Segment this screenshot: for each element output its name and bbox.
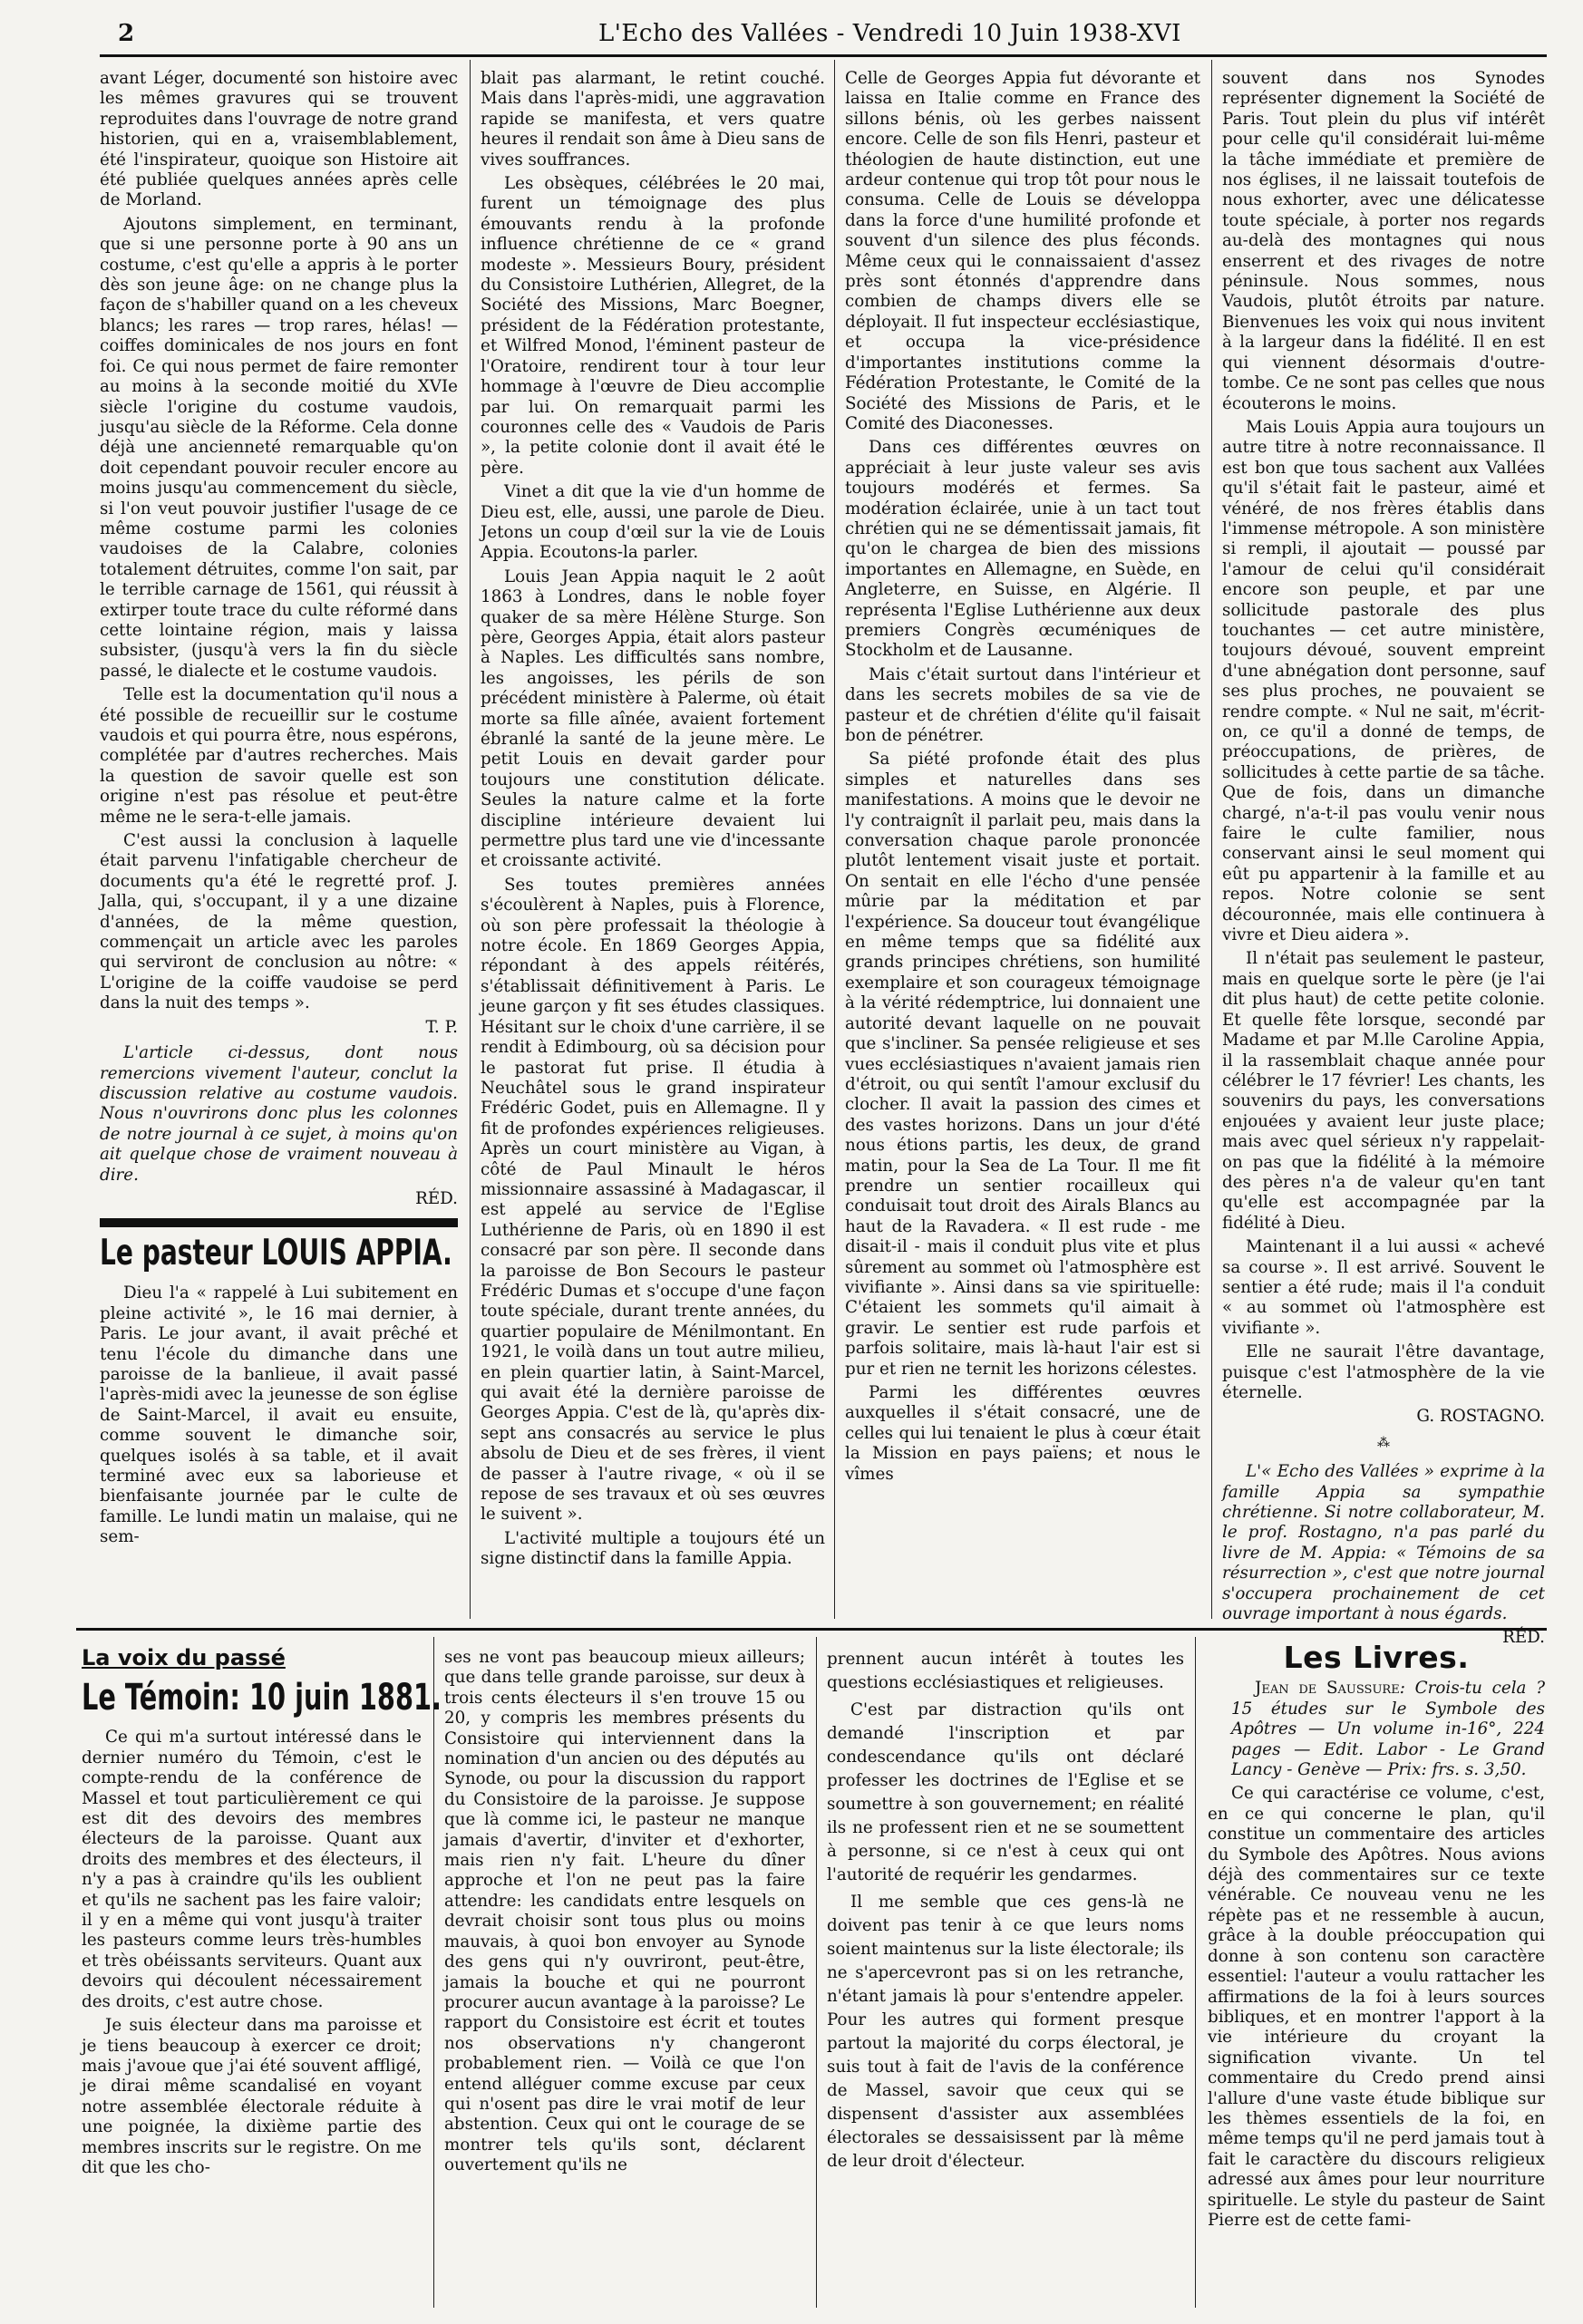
paragraph: prennent aucun intérêt à toutes les questions ecclésiastiques et religieuses.: [827, 1650, 1184, 1692]
paragraph: C'est par distraction qu'ils ont demandé l'inscription et par condescendance qu'ils ont déclaré professer les doctrines de l'Eglise et se soumettre à son gouvernement; en réalité ils ne professent rien et ne se soumettent à personne, si ce n'est à ceux qui ont l'autorité de requérir les gendarmes.: [827, 1700, 1184, 1884]
article-title: Le Témoin: 10 juin 1881.: [82, 1677, 442, 1719]
book-reference: [1208, 1679, 1545, 1780]
signature: T. P.: [425, 1017, 458, 1037]
paragraph: Il me semble que ces gens-là ne doivent pas tenir à ce que leurs noms soient maintenus sur la liste électorale; ils ne s'apercevront pas si on les retranche, n'étant jamais là pour s'entendre appeler. Pour les autres qui forment presque partout la majorité du corps électoral, je suis tout à fait de l'avis de la conférence de Massel, savoir que ceux qui se dispensent d'assister aux assemblées électorales se dessaisissent par là même de leur droit d'électeur.: [827, 1893, 1184, 2171]
bottom-column-1: [82, 1645, 442, 2309]
paragraph: Mais c'était surtout dans l'intérieur et dans les secrets mobiles de sa vie de pasteur et de chrétien d'élite qu'il faisait bon de pénétrer.: [845, 664, 1200, 745]
bottom-column-3: [827, 1648, 1184, 2309]
bottom-column-4: [1208, 1640, 1545, 2309]
note-signature: RÉD.: [1502, 1628, 1545, 1648]
paragraph: Maintenant il a lui aussi « achevé sa course ». Il est arrivé. Souvent le sentier a été rude; mais il l'a conduit « au sommet où l'atmosphère est vivifiante ».: [1222, 1237, 1545, 1338]
paragraph: souvent dans nos Synodes représenter dignement la Société de Paris. Tout plein du plus vif intérêt pour celle qu'il considérait lui-même la tâche immédiate et première de nos églises, il ne laissait toutefois de nous exhorter, avec une délicatesse toute spéciale, à porter nos regards au-delà des montagnes qui nous enserrent et des rivages de notre péninsule. Nous sommes, nous Vaudois, plutôt étroits par nature. Bienvenues les voix qui nous invitent à la largeur dans la fidélité. Il en est qui viennent désormais d'outre-tombe. Ce ne sont pas celles que nous écouterons le moins.: [1222, 69, 1545, 413]
asterism: ⁂: [1377, 1435, 1390, 1450]
separator-bar: [100, 1218, 458, 1227]
paragraph: Les obsèques, célébrées le 20 mai, furent un témoignage des plus émouvants rendu à la profonde influence chrétienne de ce « grand modeste ». Messieurs Boury, président du Consistoire Luthérien, Allegret, de la Société des Missions, Marc Boegner, président de la Fédération protestante, et Wilfred Monod, l'éminent pasteur de l'Oratoire, rendirent tour à tour leur hommage à l'œuvre de Dieu accomplie par lui. On remarquait parmi les couronnes celle des « Vaudois de Paris », la petite colonie dont il avait été le père.: [481, 174, 825, 478]
paragraph: Celle de Georges Appia fut dévorante et laissa en Italie comme en France des sillons bénis, où les gerbes naissent encore. Celle de son fils Henri, pasteur et théologien de haute distinction, eut une ardeur contenue qui trop tôt pour nous le consuma. Celle de Louis se développa dans la force d'une humilité profonde et souvent d'un silence des plus féconds. Même ceux qui le connaissaient d'assez près sont étonnés d'apprendre dans combien de champs divers elle se déployait. Il fut inspecteur ecclésiastique, et occupa la vice-présidence d'importantes institutions comme la Fédération Protestante, le Comité de la Société des Missions de Paris, et le Comité des Diaconesses.: [845, 69, 1200, 433]
page-number: 2: [118, 20, 135, 47]
column-rule: [470, 60, 471, 1619]
paragraph: Sa piété profonde était des plus simples et naturelles dans ses manifestations. A moins que le devoir ne l'y contraignît il parlait peu, mais dans la conversation chaque parole prononcée plutôt lentement visait juste et portait. On sentait en elle l'écho d'une pensée mûrie par la méditation et par l'expérience. Sa douceur tout évangélique en même temps que sa fidélité aux grands principes chrétiens, son humilité exemplaire et son courageux témoignage à la vérité rédemptrice, lui donnaient une autorité devant laquelle on ne pouvait que s'incliner. Sa pensée religieuse et ses vues ecclésiastiques n'avaient jamais rien d'étroit, ou qui sentît l'amour exclusif du clocher. Il avait la passion des cimes et des vastes horizons. Dans un jour d'été nous étions partis, les deux, de grand matin, pour la Sea de La Tour. Il me fit prendre un sentier rocailleux qui conduisait tout droit des Airals Blancs au haut de la Ravadera. « Il est rude - me disait-il - mais il conduit plus vite et plus sûrement au sommet où l'atmosphère est vivifiante ». Ainsi dans sa vie spirituelle: C'étaient les sommets qu'il aimait à gravir. Le sentier est rude parfois et parfois solitaire, mais là-haut l'air est si pur et rien ne ternit les horizons célestes.: [845, 750, 1200, 1379]
paragraph: Vinet a dit que la vie d'un homme de Dieu est, elle, aussi, une parole de Dieu. Jetons un coup d'œil sur la vie de Louis Appia. Ecoutons-la parler.: [481, 482, 825, 563]
article-title: Le pasteur LOUIS APPIA.: [100, 1233, 452, 1274]
bottom-column-2: [444, 1648, 805, 2309]
paragraph: ses ne vont pas beaucoup mieux ailleurs; que dans telle grande paroisse, sur deux à trois cents électeurs il s'en trouve 15 ou 20, y compris les membres présents du Consistoire qui interviennent dans la nomination d'un ancien ou des députés au Synode, ou pour la discussion du rapport du Consistoire de la paroisse. Je suppose que là comme ici, le pasteur ne manque jamais d'avertir, d'inviter et d'exhorter, mais rien n'y fait. L'heure du dîner approche et l'on ne peut pas la faire attendre: les candidats entre lesquels on devrait choisir sont tous plus ou moins mauvais, à quoi bon envoyer au Synode des gens qui n'y ouvriront, peut-être, jamais la bouche et qui ne pourront procurer aucun avantage à la paroisse? Le rapport du Consistoire est écrit et toutes nos observations n'y changeront probablement rien. — Voilà ce que l'on entend alléguer comme excuse par ceux qui n'osent pas dire le vrai motif de leur abstention. Ceux qui ont le courage de se montrer tels qu'ils sont, déclarent ouvertement qu'ils ne: [444, 1648, 805, 2175]
column-rule: [1211, 60, 1212, 1619]
column-1: [100, 69, 458, 1610]
signature: G. ROSTAGNO.: [1416, 1407, 1545, 1427]
column-rule: [433, 1637, 434, 2308]
paragraph: blait pas alarmant, le retint couché. Mais dans l'après-midi, une aggravation rapide se manifesta, et vers quatre heures il rendait son âme à Dieu sans de vives souffrances.: [481, 69, 825, 169]
masthead: L'Echo des Vallées - Vendredi 10 Juin 1938-XVI: [598, 20, 1181, 47]
paragraph: Mais Louis Appia aura toujours un autre titre à notre reconnaissance. Il est bon que tous sachent aux Vallées qu'il s'était fait le pasteur, aimé et vénéré, de nos frères établis dans l'immense métropole. A son ministère si rempli, il ajoutait — poussé par l'amour de celui qu'il considérait encore son peuple, et par une sollicitude pastorale des plus touchantes — cet autre ministère, toujours dévoué, souvent empreint d'une abnégation dont personne, sauf ses plus proches, ne pouvaient se rendre compte. « Nul ne sait, m'écrit-on, ce qu'il a donné de temps, de préoccupations, de prières, de sollicitudes à cette partie de sa tâche. Que de fois, dans un dimanche chargé, n'a-t-il pas voulu venir nous faire le culte familier, nous conservant ainsi le seul moment qui eût pu appartenir à la famille et au repos. Notre colonie se sent découronnée, mais elle continuera à vivre et Dieu aidera ».: [1222, 417, 1545, 945]
column-4: [1222, 69, 1545, 1648]
book-details: : Crois-tu cela ? 15 études sur le Symbole des Apôtres — Un volume in-16°, 224 pages — Edit. Labor - Le Grand Lancy - Genève — Prix: frs. s. 3,50.: [1231, 1679, 1545, 1780]
editorial-note: L'« Echo des Vallées » exprime à la famille Appia sa sympathie chrétienne. Si notre collaborateur, M. le prof. Rostagno, n'a pas parlé du livre de M. Appia: « Témoins de sa résurrection », c'est que notre journal s'occupera prochainement de cet ouvrage important à nous égards.: [1222, 1462, 1545, 1624]
section-heading: Les Livres.: [1283, 1640, 1470, 1675]
section-rule: [76, 1628, 1547, 1631]
column-rule: [1195, 1637, 1196, 2308]
paragraph: C'est aussi la conclusion à laquelle était parvenu l'infatigable chercheur de documents qu'a été le regretté prof. J. Jalla, qui, s'occupant, il y a une dizaine d'années, de la même question, commençait un article avec les paroles qui serviront de conclusion au nôtre: « L'origine de la coiffe vaudoise se perd dans la nuit des temps ».: [100, 831, 458, 1013]
paragraph: Ajoutons simplement, en terminant, que si une personne porte à 90 ans un costume, c'est qu'elle a appris à le porter dès son jeune âge: on ne change plus la façon de s'habiller quand on a les cheveux blancs; les rares — trop rares, hélas! — coiffes dominicales de nos jours en font foi. Ce qui nous permet de faire remonter au moins à la seconde moitié du XVIe siècle l'origine du costume vaudois, jusqu'au siècle de la Réforme. Cela donne déjà une ancienneté remarquable qu'on doit cependant pouvoir reculer encore au moins jusqu'au commencement du siècle, si l'on veut pouvoir justifier l'usage de ce même costume parmi les colonies vaudoises de la Calabre, colonies totalement détruites, comme l'on sait, par le terrible carnage de 1561, qui réussit à extirper toute trace du culte réformé dans cette lointaine région, mais y laissa subsister, (jusqu'à vers la fin du siècle passé, le dialecte et le costume vaudois.: [100, 214, 458, 681]
paragraph: L'activité multiple a toujours été un signe distinctif dans la famille Appia.: [481, 1528, 825, 1569]
paragraph: Telle est la documentation qu'il nous a été possible de recueillir sur le costume vaudois et qui pourra être, nous espérons, complétée par d'autres recherches. Mais la question de savoir quelle est son origine n'est pas résolue et peut-être même ne le sera-t-elle jamais.: [100, 685, 458, 827]
paragraph: Louis Jean Appia naquit le 2 août 1863 à Londres, dans le noble foyer quaker de sa mère Hélène Sturge. Son père, Georges Appia, était alors pasteur à Naples. Les difficultés sans nombre, les angoisses, les périls de son précédent ministère à Palerme, où était morte sa fille aînée, avaient fortement ébranlé la santé de la jeune mère. Le petit Louis en devait garder pour toujours une constitution délicate. Seules la nature calme et la forte discipline intérieure devaient lui permettre plus tard une vie d'incessante et croissante activité.: [481, 566, 825, 871]
paragraph: Elle ne saurait l'être davantage, puisque c'est l'atmosphère de la vie éternelle.: [1222, 1342, 1545, 1402]
paragraph: Ce qui caractérise ce volume, c'est, en ce qui concerne le plan, qu'il constitue un commentaire des articles du Symbole des Apôtres. Nous avions déjà des commentaires sur ce texte vénérable. Ce nouveau venu ne les répète pas et ne ressemble à aucun, grâce à la double préoccupation qui donne à son contenu son caractère essentiel: l'auteur a voulu rattacher les affirmations de la foi à leurs sources bibliques, et en montrer l'apport à la vie intérieure du croyant la signification vivante. Un tel commentaire du Credo prend ainsi l'allure d'une vaste étude biblique sur les thèmes essentiels de la foi, en même temps qu'il ne perd jamais tout à fait le caractère du discours religieux adressé aux âmes pour leur nourriture spirituelle. Le style du pasteur de Saint Pierre est de cette fami-: [1208, 1784, 1545, 2230]
paragraph: Dans ces différentes œuvres on appréciait à leur juste valeur ses avis toujours modérés et fermes. Sa modération éclairée, unie à un tact tout chrétien qui ne se démentissait jamais, fit qu'on le chargea de bien des missions importantes en Allemagne, en Suède, en Angleterre, en Suisse, en Algérie. Il représenta l'Eglise Luthérienne aux deux premiers Congrès œcuméniques de Stockholm et de Lausanne.: [845, 438, 1200, 661]
editorial-note: L'article ci-dessus, dont nous remercions vivement l'auteur, conclut la discussion relative au costume vaudois. Nous n'ouvrirons donc plus les colonnes de notre journal à ce sujet, à moins qu'on ait quelque chose de vraiment nouveau à dire.: [100, 1043, 458, 1185]
note-signature: RÉD.: [415, 1188, 458, 1208]
page-header: [118, 20, 1532, 53]
header-rule: [100, 54, 1547, 57]
column-3: [845, 69, 1200, 1610]
paragraph: Ce qui m'a surtout intéressé dans le dernier numéro du Témoin, c'est le compte-rendu de la conférence de Massel et tout particulièrement ce qui est dit des devoirs des membres électeurs de la paroisse. Quant aux droits des membres et des électeurs, il n'y a pas à craindre qu'ils les oublient et qu'ils ne sachent pas les faire valoir; il y en a même qui vont jusqu'à traiter les pasteurs comme leurs très-humbles et très obéissants serviteurs. Quant aux devoirs qui découlent nécessairement des droits, c'est autre chose.: [82, 1728, 422, 2011]
paragraph: Dieu l'a « rappelé à Lui subitement en pleine activité », le 16 mai dernier, à Paris. Le jour avant, il avait prêché et tenu l'école du dimanche dans une paroisse de la banlieue, il avait passé l'après-midi avec la jeunesse de son église de Saint-Marcel, il avait eu ensuite, comme souvent le dimanche soir, quelques isolés à sa table, et il avait terminé avec eux sa laborieuse et bienfaisante journée par le culte de famille. Le lundi matin un malaise, qui ne sem-: [100, 1283, 458, 1547]
paragraph: Ses toutes premières années s'écoulèrent à Naples, puis à Florence, où son père professait la théologie à notre école. En 1869 Georges Appia, répondant à des appels réitérés, s'établissait définitivement à Paris. Le jeune garçon y fit ses études classiques. Hésitant sur le choix d'une carrière, il se rendit à Edimbourg, où sa décision pour le pastorat fut prise. Il étudia à Neuchâtel sous le grand inspirateur Frédéric Godet, puis en Allemagne. Il y fit de profondes expériences religieuses. Après un court ministère au Vigan, à côté de Paul Minault le héros missionnaire assassiné à Madagascar, il est appelé au service de l'Eglise Luthérienne de Paris, où en 1890 il est consacré par son père. Il seconde dans la paroisse de Bon Secours le pasteur Frédéric Dumas et s'occupe d'une façon toute spéciale, durant trente années, du quartier populaire de Ménilmontant. En 1921, le voilà dans un tout autre milieu, en plein quartier latin, à Saint-Marcel, qui avait été la dernière paroisse de Georges Appia. C'est de là, qu'après dix-sept ans consacrés au service le plus absolu de Dieu et de ses frères, il vient de passer à l'autre rivage, « où il se repose de ses travaux et où ses œuvres le suivent ».: [481, 875, 825, 1525]
column-2: [481, 69, 825, 1610]
paragraph: Je suis électeur dans ma paroisse et je tiens beaucoup à exercer ce droit; mais j'avoue que j'ai été souvent affligé, je dirai même scandalisé en voyant notre assemblée électorale réduite à une poignée, la dixième partie des membres inscrits sur le registre. On me dit que les cho-: [82, 2016, 422, 2177]
paragraph: Il n'était pas seulement le pasteur, mais en quelque sorte le père (je l'ai dit plus haut) de cette petite colonie. Et quelle fête lorsque, secondé par Madame et par M.lle Caroline Appia, il la rassemblait chaque année pour célébrer le 17 février! Les chants, les souvenirs du pays, les conversations enjouées y avaient leur juste place; mais avec quel sérieux n'y rappelait-on pas que la fidélité à la mémoire des pères n'a de valeur qu'en tant qu'elle est accompagnée par la fidélité à Dieu.: [1222, 949, 1545, 1233]
column-rule: [816, 1637, 817, 2308]
book-author: Jean de Saussure: [1255, 1679, 1400, 1699]
paragraph: avant Léger, documenté son histoire avec les mêmes gravures qui se trouvent reproduites dans l'ouvrage de notre grand historien, qui en a, vraisemblablement, été l'inspirateur, quoique son Histoire ait été publiée quelques années après celle de Morland.: [100, 69, 458, 210]
column-rule: [834, 60, 835, 1619]
paragraph: Parmi les différentes œuvres auxquelles il s'était consacré, une de celles qui lui tenaient le plus à cœur était la Mission en pays païens; et nous le vîmes: [845, 1383, 1200, 1484]
section-heading: La voix du passé: [82, 1645, 286, 1670]
